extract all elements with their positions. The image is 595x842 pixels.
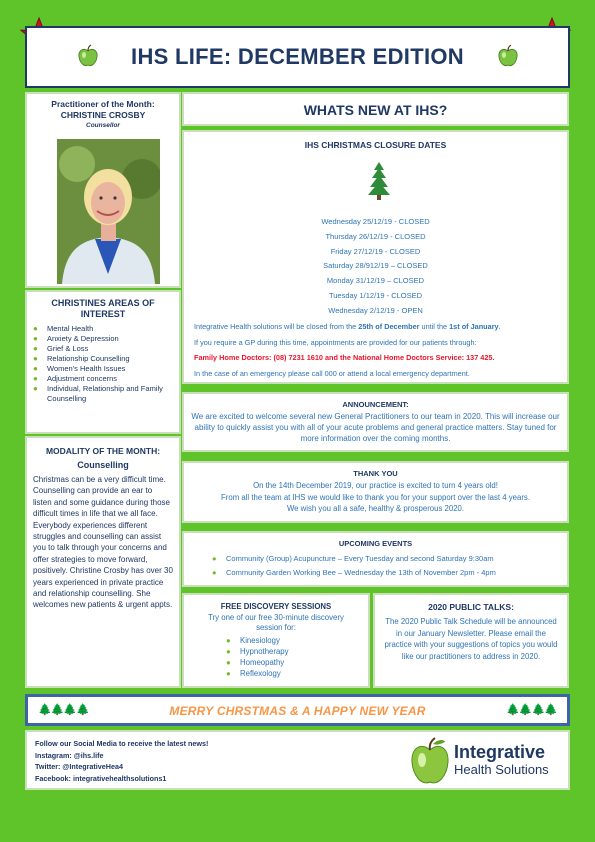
thank-you-line: On the 14th December 2019, our practice is excited to turn 4 years old! <box>253 481 498 490</box>
areas-of-interest-panel <box>25 290 181 434</box>
apple-icon <box>77 44 99 68</box>
thank-you-heading: THANK YOU <box>353 469 398 478</box>
bullet-apple-icon: ● <box>33 344 38 353</box>
christmas-tree-icon: 🌲🌲🌲🌲 <box>506 704 557 716</box>
bullet-apple-icon: ● <box>33 364 38 373</box>
christmas-tree-icon: 🌲🌲🌲🌲 <box>38 704 89 716</box>
list-item: Thursday 26/12/19 - CLOSED <box>325 231 426 241</box>
list-item: ● Community Garden Working Bee – Wednesday the 13th of November 2pm - 4pm <box>184 566 567 580</box>
bullet-apple-icon: ● <box>33 354 38 363</box>
bullet-apple-icon: ● <box>33 384 38 393</box>
practitioner-heading: Practitioner of the Month: <box>51 99 155 109</box>
emergency-text: In the case of an emergency please call 000 or attend a local emergency department. <box>194 368 470 378</box>
bullet-apple-icon: ● <box>226 647 231 656</box>
talks-body: The 2020 Public Talk Schedule will be announced in our January Newsletter. Please email the practice with your suggestions of topics you would like our practitioners to address in 2020. <box>384 617 558 661</box>
bullet-apple-icon: ● <box>226 669 231 678</box>
list-item: ● Individual, Relationship and Family Counselling <box>33 384 163 403</box>
upcoming-events-panel <box>182 531 569 587</box>
list-item: ● Community (Group) Acupuncture – Every Tuesday and second Saturday 9:30am <box>184 552 567 566</box>
whats-new-heading: WHATS NEW AT IHS? <box>303 102 448 118</box>
list-item: ● Kinesiology <box>226 636 280 645</box>
list-item: ● Homeopathy <box>226 658 285 667</box>
instagram-link[interactable]: Instagram: @ihs.life <box>35 750 104 760</box>
footer <box>25 730 570 790</box>
bullet-apple-icon: ● <box>33 374 38 383</box>
list-item: ● Women's Health Issues <box>33 364 126 373</box>
bullet-apple-icon: ● <box>226 636 231 645</box>
list-item: ● Adjustment concerns <box>33 374 118 383</box>
closure-dates-list <box>184 215 567 319</box>
bullet-apple-icon: ● <box>33 334 38 343</box>
list-item: ● Mental Health <box>33 324 94 333</box>
public-talks-panel <box>373 593 569 688</box>
apple-icon <box>497 44 519 68</box>
facebook-link[interactable]: Facebook: integrativehealthsolutions1 <box>35 773 167 783</box>
list-item: Tuesday 1/12/19 - CLOSED <box>328 290 423 300</box>
bullet-apple-icon: ● <box>33 324 38 333</box>
list-item: ● Relationship Counselling <box>33 354 130 363</box>
discovery-intro: Try one of our free 30-minute discovery session for: <box>208 613 344 632</box>
list-item: ● Hypnotherapy <box>226 647 289 656</box>
bullet-apple-icon: ● <box>226 658 231 667</box>
closure-panel <box>182 130 569 384</box>
logo-line1: Integrative <box>454 742 546 762</box>
list-item: ● Anxiety & Depression <box>33 334 119 343</box>
modality-heading: MODALITY OF THE MONTH: <box>45 446 161 456</box>
logo-apple-icon <box>409 736 451 788</box>
list-item: Wednesday 25/12/19 - CLOSED <box>321 217 430 226</box>
list-item: Monday 31/12/19 – CLOSED <box>326 276 425 286</box>
list-item: ● Reflexology <box>226 669 281 678</box>
announcement-panel <box>182 392 569 452</box>
christmas-banner <box>25 694 570 726</box>
thank-you-line: We wish you all a safe, healthy & prosperous 2020. <box>286 504 465 513</box>
closure-heading: IHS CHRISTMAS CLOSURE DATES <box>304 140 447 150</box>
social-heading: Follow our Social Media to receive the latest news! <box>35 739 209 748</box>
banner-message: MERRY CHRSTMAS & A HAPPY NEW YEAR <box>169 704 426 718</box>
discovery-heading: FREE DISCOVERY SESSIONS <box>220 602 332 611</box>
modality-body: Christmas can be a very difficult time. Counselling can provide an ear to listen and some guidance during those difficult times in life that we all face. Everybody experiences different struggles and counselling can assist you to talk through your concerns and offer strategies to move forward, positively. Christine Crosby has over 30 years experienced in private practice and relationship counselling. She welcomes new patients & urgent appts. <box>33 475 173 610</box>
practitioner-panel <box>25 92 181 288</box>
logo <box>454 742 549 778</box>
thank-you-line: From all the team at IHS we would like to thank you for your support over the last 4 years. <box>221 492 530 502</box>
whats-new-panel <box>182 92 569 126</box>
home-doctors-text: Family Home Doctors: (08) 7231 1610 and the National Home Doctors Service: 137 425. <box>194 353 495 362</box>
areas-list <box>27 324 179 404</box>
social-links <box>35 738 208 784</box>
list-item: Saturday 28/912/19 – CLOSED <box>323 261 428 271</box>
practitioner-name: CHRISTINE CROSBY <box>60 110 146 120</box>
gp-info-text: If you require a GP during this time, appointments are provided for our patients through: <box>194 337 477 347</box>
bullet-apple-icon: ● <box>212 568 217 577</box>
announcement-body: We are excited to welcome several new General Practitioners to our team in 2020. This will increase our ability to quickly assist you with all of your acute problems and general practice matters. Stay tuned for more information over the coming months. <box>191 412 560 443</box>
christmas-tree-icon <box>367 160 391 202</box>
thank-you-panel <box>182 461 569 523</box>
announcement-heading: ANNOUNCEMENT: <box>342 400 409 409</box>
page-title: IHS LIFE: DECEMBER EDITION <box>131 44 464 69</box>
practitioner-photo <box>57 139 160 284</box>
discovery-list <box>226 635 368 679</box>
discovery-sessions-panel <box>182 593 370 688</box>
list-item: Friday 27/12/19 - CLOSED <box>330 246 421 256</box>
logo-line2: Health Solutions <box>454 762 549 777</box>
list-item: Wednesday 2/12/19 - OPEN <box>328 305 423 315</box>
twitter-link[interactable]: Twitter: @IntegrativeHea4 <box>35 762 123 771</box>
practitioner-role: Counsellor <box>86 122 120 129</box>
modality-subheading: Counselling <box>77 460 129 470</box>
closure-period-text: Integrative Health solutions will be closed from the 25th of December until the 1st of January. <box>194 322 501 331</box>
modality-panel <box>25 436 181 688</box>
areas-heading: CHRISTINES AREAS OF INTEREST <box>51 298 155 319</box>
bullet-apple-icon: ● <box>212 554 217 563</box>
list-item: ● Grief & Loss <box>33 344 89 353</box>
header <box>25 26 570 88</box>
events-heading: UPCOMING EVENTS <box>338 539 413 548</box>
talks-heading: 2020 PUBLIC TALKS: <box>428 602 514 612</box>
closure-notes <box>194 322 559 384</box>
